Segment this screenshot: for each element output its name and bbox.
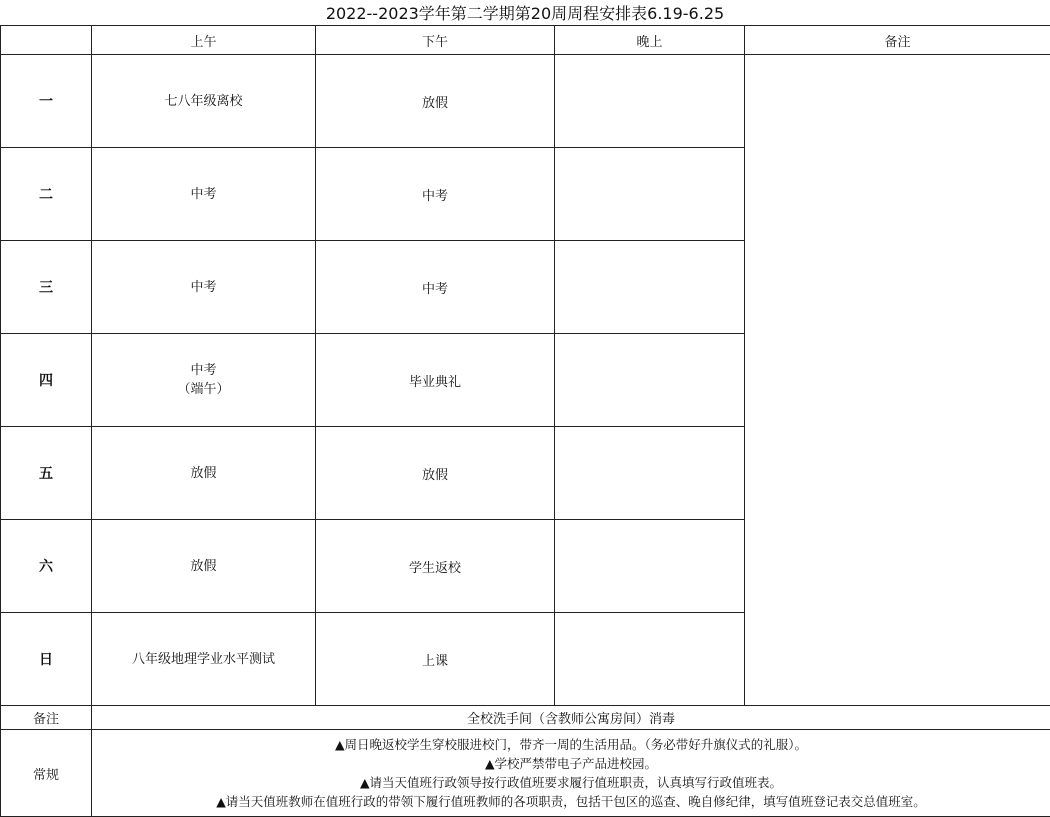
day-row-mon (1, 55, 1050, 148)
note-label: 备注 (1, 706, 92, 730)
note-row (1, 706, 1050, 730)
header-corner-cell (1, 26, 92, 55)
routine-line: ▲请当天值班教师在值班行政的带领下履行值班教师的各项职责，包括干包区的巡查、晚自修纪律，填写值班登记表交总值班室。 (92, 792, 1050, 811)
evening-cell (555, 55, 745, 148)
weekly-schedule-table (0, 25, 1050, 817)
day-label: 六 (1, 520, 92, 613)
morning-cell (92, 148, 316, 241)
evening-cell (555, 334, 745, 427)
morning-subtext: （端午） (92, 380, 315, 399)
morning-text: 中考 (92, 361, 315, 380)
header-row (1, 26, 1050, 55)
page-title: 2022--2023学年第二学期第20周周程安排表6.19-6.25 (0, 2, 1050, 26)
morning-cell (92, 427, 316, 520)
morning-text: 放假 (92, 557, 315, 576)
afternoon-cell: 学生返校 (316, 520, 555, 613)
afternoon-cell: 放假 (316, 55, 555, 148)
afternoon-cell: 上课 (316, 613, 555, 706)
morning-cell (92, 241, 316, 334)
morning-cell (92, 613, 316, 706)
afternoon-cell: 中考 (316, 241, 555, 334)
afternoon-cell: 放假 (316, 427, 555, 520)
remarks-column-cell (745, 55, 1050, 706)
evening-cell (555, 427, 745, 520)
morning-text: 中考 (92, 185, 315, 204)
routine-line: ▲学校严禁带电子产品进校园。 (92, 754, 1050, 773)
day-label: 三 (1, 241, 92, 334)
morning-cell (92, 520, 316, 613)
routine-label: 常规 (1, 730, 92, 817)
morning-text: 放假 (92, 464, 315, 483)
day-label: 一 (1, 55, 92, 148)
routine-content (92, 730, 1050, 817)
morning-text: 七八年级离校 (92, 92, 315, 111)
morning-text: 中考 (92, 278, 315, 297)
morning-cell (92, 55, 316, 148)
day-label: 二 (1, 148, 92, 241)
day-label: 四 (1, 334, 92, 427)
morning-text: 八年级地理学业水平测试 (92, 650, 315, 669)
header-afternoon: 下午 (316, 26, 555, 55)
header-remarks: 备注 (745, 26, 1050, 55)
note-text: 全校洗手间（含教师公寓房间）消毒 (92, 706, 1050, 730)
routine-line: ▲请当天值班行政领导按行政值班要求履行值班职责，认真填写行政值班表。 (92, 773, 1050, 792)
afternoon-cell: 中考 (316, 148, 555, 241)
routine-row (1, 730, 1050, 817)
evening-cell (555, 148, 745, 241)
morning-cell (92, 334, 316, 427)
evening-cell (555, 241, 745, 334)
afternoon-cell: 毕业典礼 (316, 334, 555, 427)
day-label: 日 (1, 613, 92, 706)
evening-cell (555, 613, 745, 706)
evening-cell (555, 520, 745, 613)
day-label: 五 (1, 427, 92, 520)
header-evening: 晚上 (555, 26, 745, 55)
routine-line: ▲周日晚返校学生穿校服进校门，带齐一周的生活用品。（务必带好升旗仪式的礼服）。 (92, 735, 1050, 754)
header-morning: 上午 (92, 26, 316, 55)
